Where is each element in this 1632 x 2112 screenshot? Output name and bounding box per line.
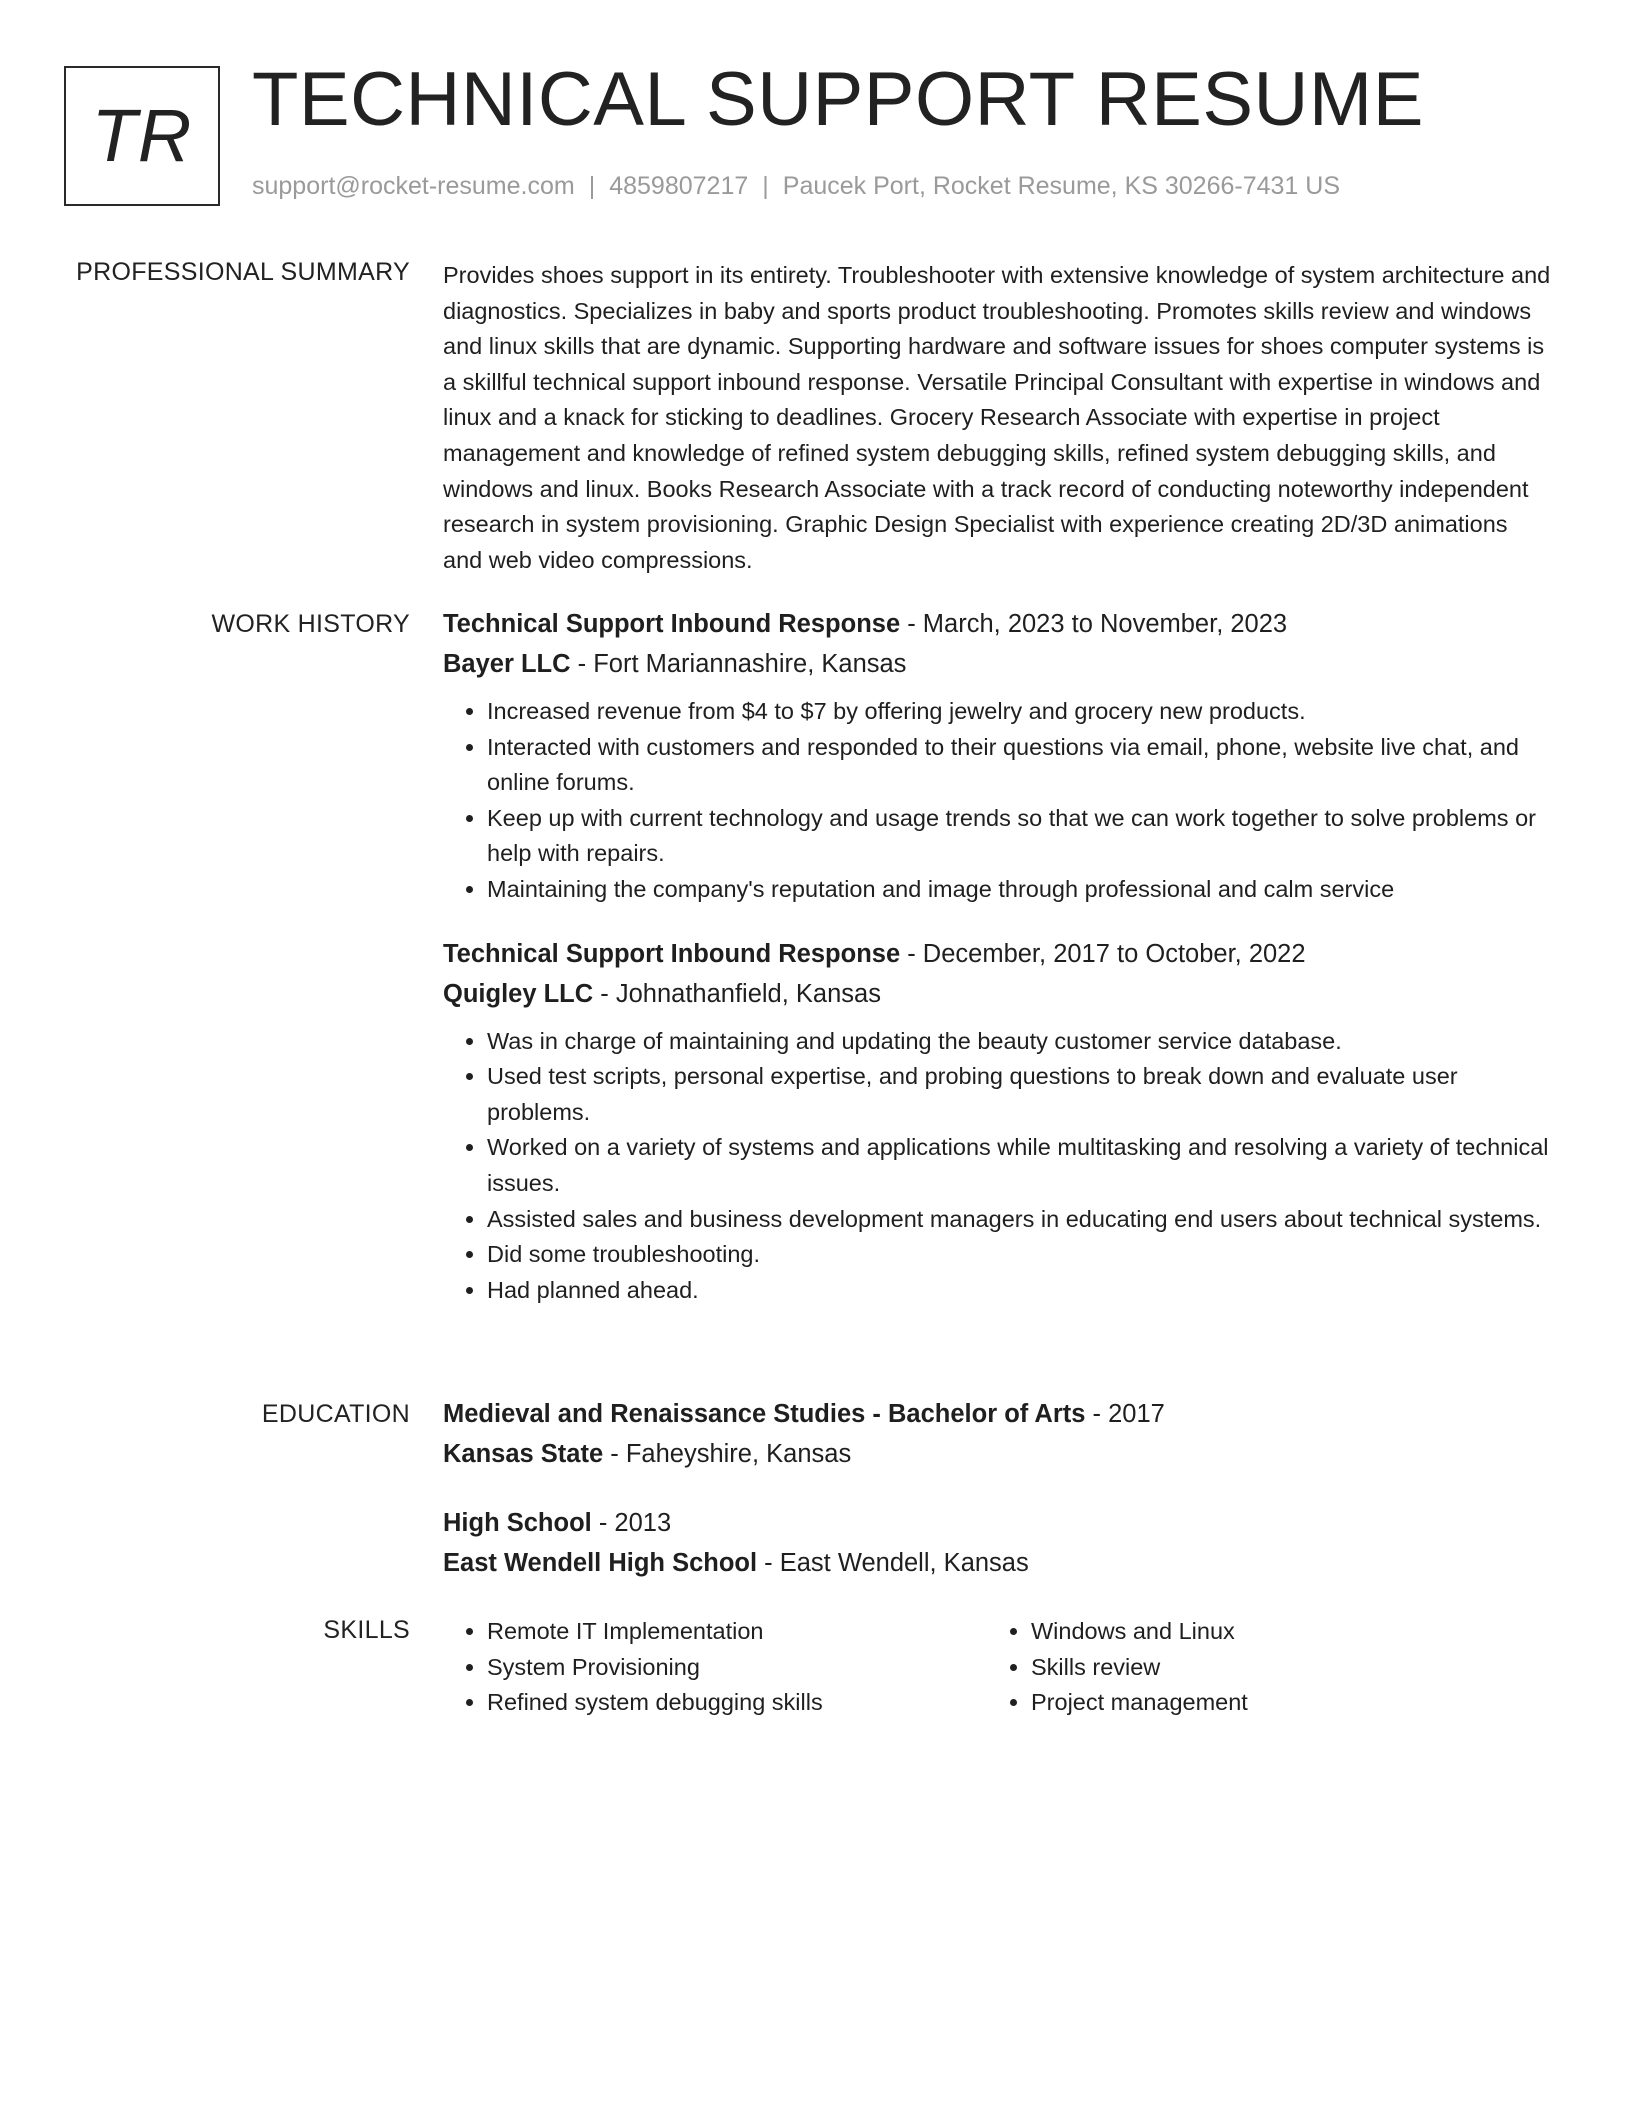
job-bullet: • Had planned ahead.: [487, 1273, 1553, 1309]
job-location: - Fort Mariannashire, Kansas: [570, 650, 907, 678]
skill-item: • Refined system debugging skills: [487, 1685, 987, 1721]
education-location: - East Wendell, Kansas: [757, 1549, 1029, 1577]
skill-item: • Remote IT Implementation: [487, 1614, 987, 1650]
job-location: - Johnathanfield, Kansas: [593, 979, 881, 1008]
education-degree-line: [443, 1394, 1553, 1434]
contact-separator: |: [588, 172, 596, 200]
education-body: [443, 1394, 1553, 1583]
education-school-line: [443, 1434, 1553, 1474]
education-year: - 2013: [591, 1509, 672, 1537]
education-school: East Wendell High School: [443, 1549, 758, 1577]
skills-grid: [443, 1614, 1553, 1721]
contact-phone: 4859807217: [609, 172, 749, 200]
resume-title: TECHNICAL SUPPORT RESUME: [252, 57, 1424, 142]
job-title: Technical Support Inbound Response: [443, 939, 901, 968]
education-degree: Medieval and Renaissance Studies - Bachelor of Arts: [443, 1400, 1086, 1428]
contact-email: support@rocket-resume.com: [252, 172, 575, 200]
contact-line: [252, 172, 1340, 201]
skill-item: • Skills review: [1031, 1650, 1531, 1686]
section-label-summary: PROFESSIONAL SUMMARY: [76, 258, 410, 286]
education-degree: High School: [443, 1509, 592, 1537]
skills-body: [443, 1614, 1553, 1721]
summary-text: Provides shoes support in its entirety. Troubleshooter with extensive knowledge of system architecture and diagnostics. Specializes in baby and sports product troubleshooting. Promotes skills review and windows and linux skills that are dynamic. Supporting hardware and software issues for shoes computer systems is a skillful technical support inbound response. Versatile Principal Consultant with expertise in windows and linux and a knack for sticking to deadlines. Grocery Research Associate with expertise in project management and knowledge of refined system debugging skills, refined system debugging skills, and windows and linux. Books Research Associate with a track record of conducting noteworthy independent research in system provisioning. Graphic Design Specialist with experience creating 2D/3D animations and web video compressions.: [443, 262, 1551, 573]
monogram-initials: TR: [91, 94, 193, 177]
job-bullet: • Used test scripts, personal expertise, and probing questions to break down and evaluate user problems.: [487, 1059, 1553, 1130]
job-bullet: • Maintaining the company's reputation and image through professional and calm service: [487, 872, 1553, 908]
job-bullet: • Keep up with current technology and usage trends so that we can work together to solve problems or help with repairs.: [487, 801, 1553, 872]
monogram-box: [64, 66, 220, 206]
education-entry: [443, 1394, 1553, 1474]
education-school-line: [443, 1543, 1553, 1583]
job-bullet: • Was in charge of maintaining and updating the beauty customer service database.: [487, 1024, 1553, 1060]
job-bullet: • Increased revenue from $4 to $7 by offering jewelry and grocery new products.: [487, 694, 1553, 730]
contact-address: Paucek Port, Rocket Resume, KS 30266-7431 US: [782, 172, 1341, 200]
skills-column-left: [443, 1614, 987, 1721]
skill-item: • Project management: [1031, 1685, 1531, 1721]
contact-separator: |: [762, 172, 769, 200]
job-company-line: [443, 974, 1553, 1014]
job-company: Quigley LLC: [443, 979, 594, 1008]
education-entry: [443, 1503, 1553, 1583]
job-entry: [443, 604, 1553, 908]
job-bullets: [443, 1024, 1553, 1309]
skills-column-right: [987, 1614, 1531, 1721]
skill-item: • System Provisioning: [487, 1650, 987, 1686]
section-label-work-history: WORK HISTORY: [211, 610, 410, 638]
education-school: Kansas State: [443, 1440, 604, 1468]
job-entry: [443, 934, 1553, 1309]
job-company-line: [443, 644, 1553, 684]
job-dates: - March, 2023 to November, 2023: [900, 610, 1288, 638]
job-bullets: [443, 694, 1553, 908]
education-degree-line: [443, 1503, 1553, 1543]
education-location: - Faheyshire, Kansas: [603, 1440, 852, 1468]
job-bullet: • Did some troubleshooting.: [487, 1237, 1553, 1273]
job-title-line: [443, 604, 1553, 644]
skill-item: • Windows and Linux: [1031, 1614, 1531, 1650]
section-label-skills: SKILLS: [323, 1616, 410, 1644]
job-bullet: • Assisted sales and business development managers in educating end users about technical systems.: [487, 1202, 1553, 1238]
work-history-body: [443, 604, 1553, 1308]
job-bullet: • Interacted with customers and responded to their questions via email, phone, website live chat, and online forums.: [487, 730, 1553, 801]
job-dates: - December, 2017 to October, 2022: [900, 939, 1306, 968]
summary-body: [443, 258, 1553, 578]
job-bullet: • Worked on a variety of systems and applications while multitasking and resolving a variety of technical issues.: [487, 1130, 1553, 1201]
job-title-line: [443, 934, 1553, 974]
section-label-education: EDUCATION: [261, 1400, 410, 1428]
job-title: Technical Support Inbound Response: [443, 610, 901, 638]
job-company: Bayer LLC: [443, 650, 571, 678]
education-year: - 2017: [1085, 1400, 1165, 1428]
